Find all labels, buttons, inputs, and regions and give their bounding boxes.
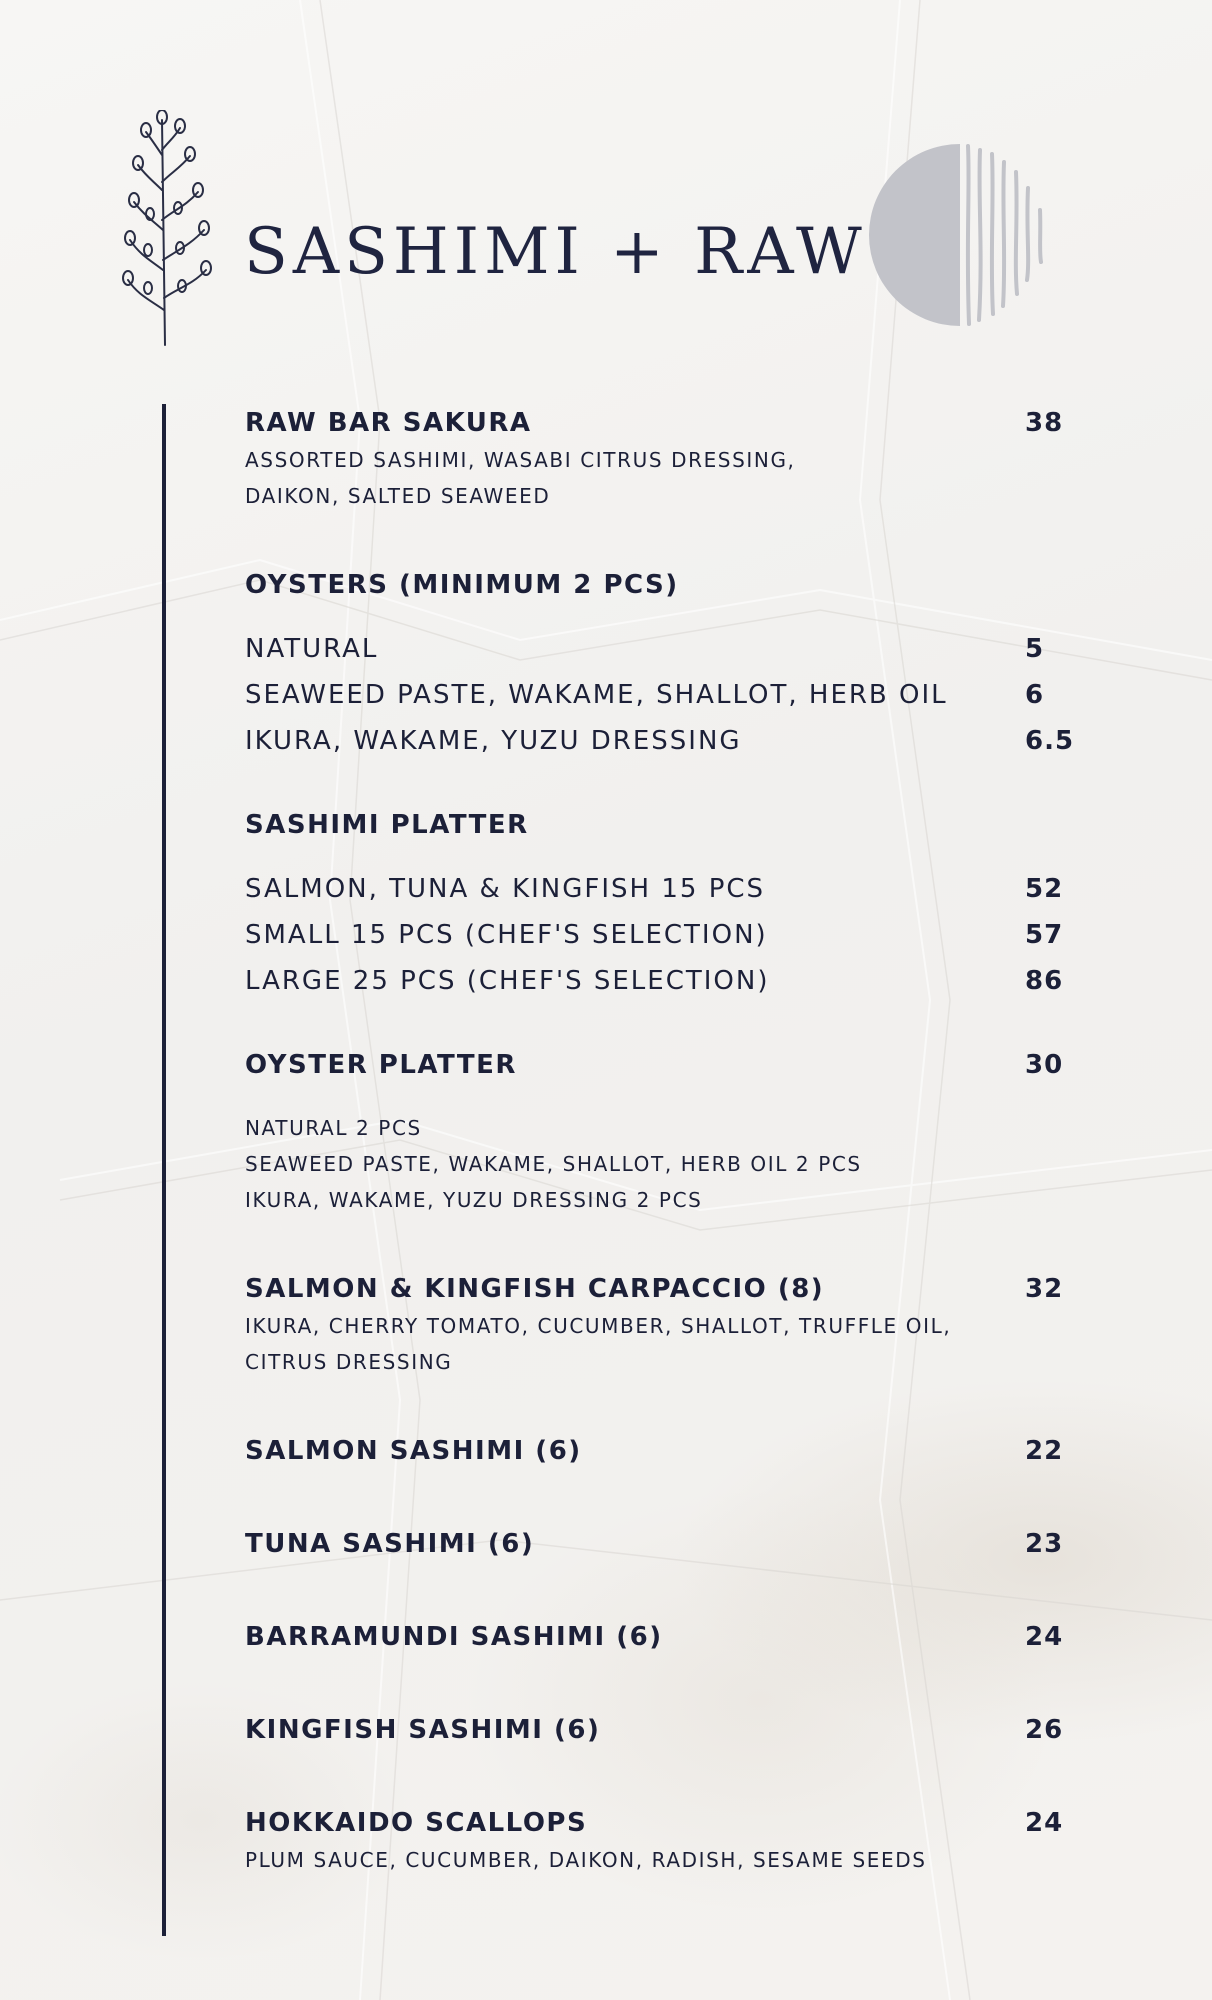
description-line: CITRUS DRESSING: [245, 1350, 453, 1374]
item-name: KINGFISH SASHIMI (6): [245, 1715, 601, 1745]
leaf-sprig-icon: [120, 110, 230, 350]
item-price: 30: [1025, 1050, 1064, 1080]
option-row: [245, 866, 1125, 912]
item-description: [245, 442, 1125, 514]
item-name: TUNA SASHIMI (6): [245, 1529, 535, 1559]
option-price: 57: [1025, 920, 1064, 950]
option-price: 52: [1025, 874, 1064, 904]
menu-item-oysters: [245, 570, 1125, 764]
option-list: [245, 626, 1125, 764]
menu-item-salmon-sashimi: [245, 1436, 1125, 1466]
section-name: OYSTERS (MINIMUM 2 PCS): [245, 570, 679, 600]
section-name: SASHIMI PLATTER: [245, 810, 529, 840]
item-price: 32: [1025, 1274, 1064, 1304]
includes-line: IKURA, WAKAME, YUZU DRESSING 2 PCS: [245, 1188, 703, 1212]
item-price: 23: [1025, 1529, 1064, 1559]
option-label: IKURA, WAKAME, YUZU DRESSING: [245, 726, 742, 756]
item-description: [245, 1308, 1125, 1380]
includes-list: [245, 1110, 1125, 1218]
menu-item-sashimi-platter: [245, 810, 1125, 1004]
option-row: [245, 718, 1125, 764]
option-label: LARGE 25 PCS (CHEF'S SELECTION): [245, 966, 770, 996]
item-description: [245, 1842, 1125, 1878]
menu-item-oyster-platter: [245, 1050, 1125, 1218]
option-price: 5: [1025, 634, 1045, 664]
option-price: 6: [1025, 680, 1045, 710]
option-label: SALMON, TUNA & KINGFISH 15 PCS: [245, 874, 766, 904]
page-title: SASHIMI + RAW: [244, 215, 867, 289]
menu-item-hokkaido-scallops: [245, 1808, 1125, 1878]
item-name: OYSTER PLATTER: [245, 1050, 517, 1080]
item-price: 22: [1025, 1436, 1064, 1466]
description-line: DAIKON, SALTED SEAWEED: [245, 484, 551, 508]
item-name: SALMON & KINGFISH CARPACCIO (8): [245, 1274, 825, 1304]
option-row: [245, 672, 1125, 718]
item-name: SALMON SASHIMI (6): [245, 1436, 582, 1466]
item-price: 24: [1025, 1808, 1064, 1838]
includes-line: SEAWEED PASTE, WAKAME, SHALLOT, HERB OIL 2 PCS: [245, 1152, 862, 1176]
option-row: [245, 912, 1125, 958]
menu-item-carpaccio: [245, 1274, 1125, 1380]
description-line: ASSORTED SASHIMI, WASABI CITRUS DRESSING,: [245, 448, 796, 472]
item-price: 26: [1025, 1715, 1064, 1745]
menu-list: [245, 408, 1125, 1878]
item-name: RAW BAR SAKURA: [245, 408, 532, 438]
option-list: [245, 866, 1125, 1004]
option-price: 86: [1025, 966, 1064, 996]
description-line: IKURA, CHERRY TOMATO, CUCUMBER, SHALLOT, TRUFFLE OIL,: [245, 1314, 952, 1338]
item-name: HOKKAIDO SCALLOPS: [245, 1808, 588, 1838]
option-row: [245, 958, 1125, 1004]
menu-item-kingfish-sashimi: [245, 1715, 1125, 1745]
option-label: NATURAL: [245, 634, 379, 664]
option-row: [245, 626, 1125, 672]
striped-half-moon-icon: [860, 140, 1060, 330]
option-label: SEAWEED PASTE, WAKAME, SHALLOT, HERB OIL: [245, 680, 948, 710]
menu-item-barramundi-sashimi: [245, 1622, 1125, 1652]
includes-line: NATURAL 2 PCS: [245, 1116, 422, 1140]
menu-item-raw-bar-sakura: [245, 408, 1125, 514]
vertical-divider: [162, 404, 166, 1936]
menu-item-tuna-sashimi: [245, 1529, 1125, 1559]
description-line: PLUM SAUCE, CUCUMBER, DAIKON, RADISH, SESAME SEEDS: [245, 1848, 927, 1872]
item-name: BARRAMUNDI SASHIMI (6): [245, 1622, 663, 1652]
option-price: 6.5: [1025, 726, 1075, 756]
item-price: 24: [1025, 1622, 1064, 1652]
item-price: 38: [1025, 408, 1064, 438]
option-label: SMALL 15 PCS (CHEF'S SELECTION): [245, 920, 768, 950]
